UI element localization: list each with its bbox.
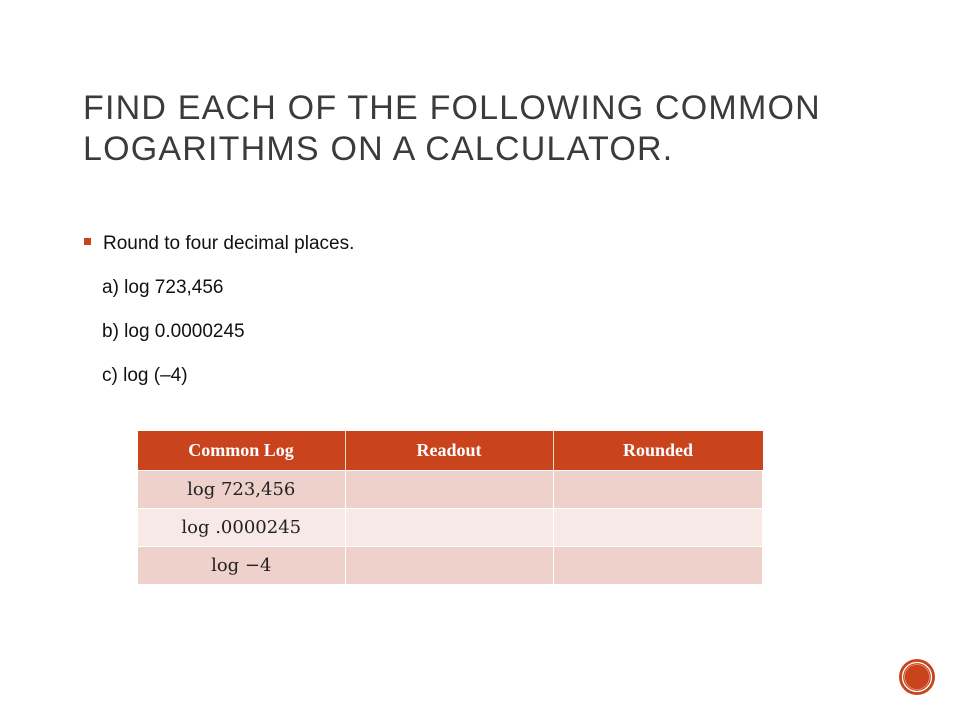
square-bullet-icon — [84, 238, 91, 245]
table-row — [138, 509, 763, 547]
bullet-text: Round to four decimal places. — [103, 233, 355, 254]
problem-item-c: c) log (–4) — [102, 365, 188, 386]
cell-readout[interactable] — [345, 471, 553, 509]
slide-title-line-2: LOGARITHMS ON A CALCULATOR. — [83, 130, 674, 168]
problem-item-b: b) log 0.0000245 — [102, 321, 245, 342]
table-row — [138, 471, 763, 509]
header-common-log: Common Log — [138, 431, 346, 471]
header-readout: Readout — [345, 431, 553, 471]
problem-item-a: a) log 723,456 — [102, 277, 224, 298]
header-rounded: Rounded — [553, 431, 763, 471]
cell-rounded[interactable] — [553, 471, 763, 509]
cell-readout[interactable] — [345, 509, 553, 547]
slide-title — [83, 88, 903, 170]
log-table — [137, 431, 763, 584]
slide-badge-icon — [898, 658, 936, 696]
table-header-row — [138, 431, 763, 471]
cell-common-log: log .0000245 — [138, 509, 346, 547]
cell-common-log: log −4 — [138, 547, 346, 585]
table-row — [138, 547, 763, 585]
cell-common-log: log 723,456 — [138, 471, 346, 509]
cell-readout[interactable] — [345, 547, 553, 585]
bullet-instruction — [84, 232, 354, 256]
cell-rounded[interactable] — [553, 509, 763, 547]
cell-rounded[interactable] — [553, 547, 763, 585]
slide-title-line-1: FIND EACH OF THE FOLLOWING COMMON — [83, 89, 821, 127]
